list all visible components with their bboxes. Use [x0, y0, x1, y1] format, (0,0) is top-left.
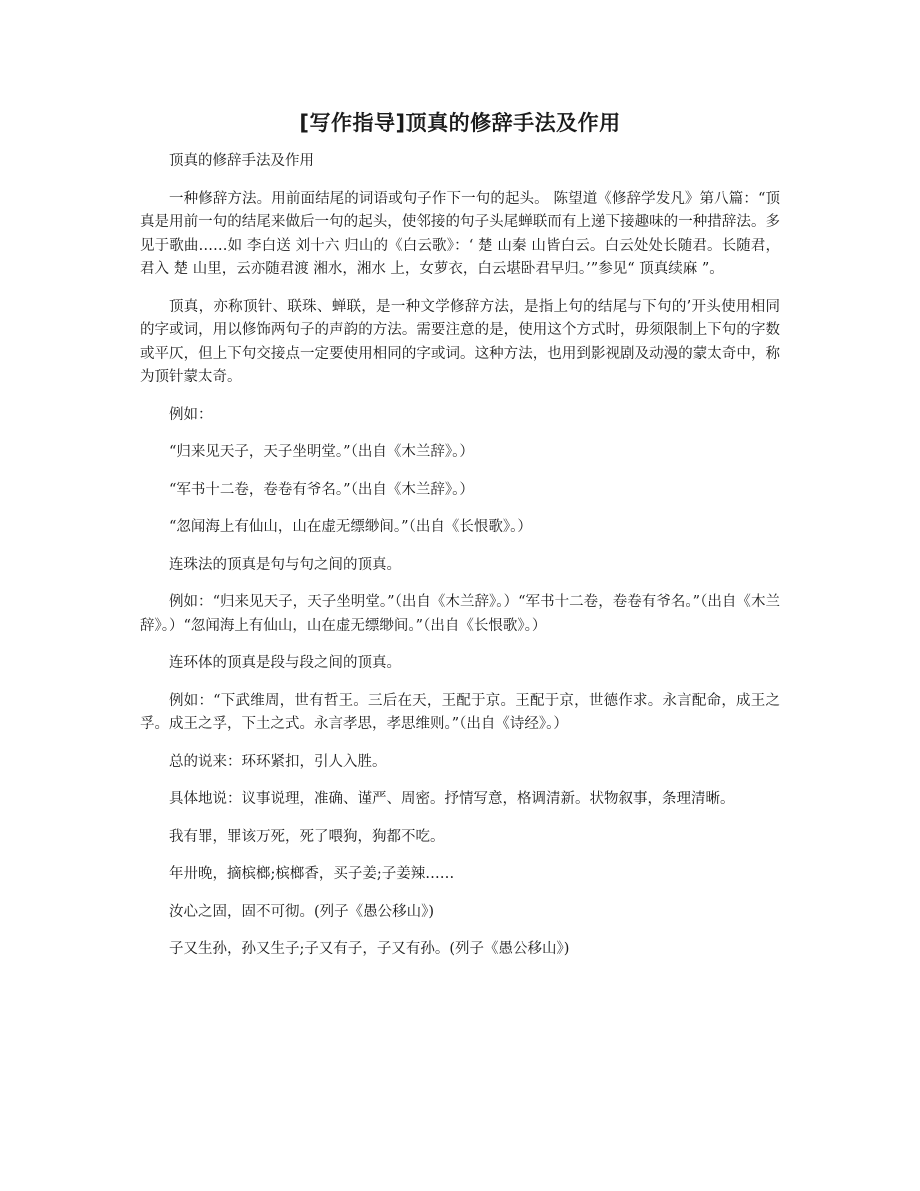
- paragraph-lianhuan: 连环体的顶真是段与段之间的顶真。: [169, 655, 401, 671]
- paragraph-example-3: “忽闻海上有仙山，山在虚无缥缈间。”（出自《长恨歌》。）: [169, 519, 532, 535]
- paragraph-definition: 一种修辞方法。用前面结尾的词语或句子作下一句的起头。 陈望道《修辞学发凡》第八篇：“顶真是用前一句的结尾来做后一句的起头，使邻接的句子头尾蝉联而有上递下接趣味的一种措辞法。多见于歌曲……如 李白送 刘十六 归山的《白云歌》：‘ 楚 山秦 山皆白云。白云处处长随君。长随君，君入 楚 山里，云亦随君渡 湘水，湘水 上，女萝衣，白云堪卧君早归。’”参见“ 顶真续麻 ”。: [140, 190, 780, 277]
- paragraph-detail: 具体地说：议事说理，准确、谨严、周密。抒情写意，格调清新。状物叙事，条理清晰。: [169, 791, 735, 807]
- document-body: [140, 150, 780, 976]
- paragraph-example-intro: 例如：: [169, 406, 213, 423]
- paragraph-lianzhu: 连珠法的顶真是句与句之间的顶真。: [169, 556, 401, 573]
- paragraph-lianhuan-example: 例如：“下武维周，世有哲王。三后在天，王配于京。王配于京，世德作求。永言配命，成王之孚。成王之孚，下土之式。永言孝思，孝思维则。”（出自《诗经》。）: [140, 692, 780, 732]
- paragraph-sample-2: 年卅晚，摘槟榔;槟榔香，买子姜;子姜辣……: [169, 866, 455, 882]
- paragraph-lianzhu-example: 例如：“归来见天子，天子坐明堂。”（出自《木兰辞》。）“军书十二卷，卷卷有爷名。”（出自《木兰辞》。）“忽闻海上有仙山，山在虚无缥缈间。”（出自《长恨歌》。）: [140, 594, 780, 634]
- paragraph-sample-1: 我有罪，罪该万死，死了喂狗，狗都不吃。: [169, 828, 445, 845]
- paragraph-sample-3: 汝心之固，固不可彻。(列子《愚公移山》): [169, 903, 435, 920]
- paragraph-example-2: “军书十二卷，卷卷有爷名。”（出自《木兰辞》。）: [169, 481, 474, 498]
- paragraph-subtitle: 顶真的修辞手法及作用: [169, 153, 314, 169]
- paragraph-summary: 总的说来：环环紧扣，引人入胜。: [169, 753, 387, 770]
- paragraph-sample-4: 子又生孙，孙又生子;子又有子，子又有孙。(列子《愚公移山》): [169, 941, 570, 957]
- paragraph-example-1: “归来见天子，天子坐明堂。”（出自《木兰辞》。）: [169, 444, 474, 460]
- document-title: [写作指导]顶真的修辞手法及作用: [299, 111, 621, 135]
- paragraph-explanation: 顶真，亦称顶针、联珠、蝉联，是一种文学修辞方法，是指上句的结尾与下句的’开头使用相同的字或词，用以修饰两句子的声韵的方法。需要注意的是，使用这个方式时，毋须限制上下句的字数或平仄，但上下句交接点一定要使用相同的字或词。这种方法，也用到影视剧及动漫的蒙太奇中，称为顶针蒙太奇。: [140, 298, 780, 385]
